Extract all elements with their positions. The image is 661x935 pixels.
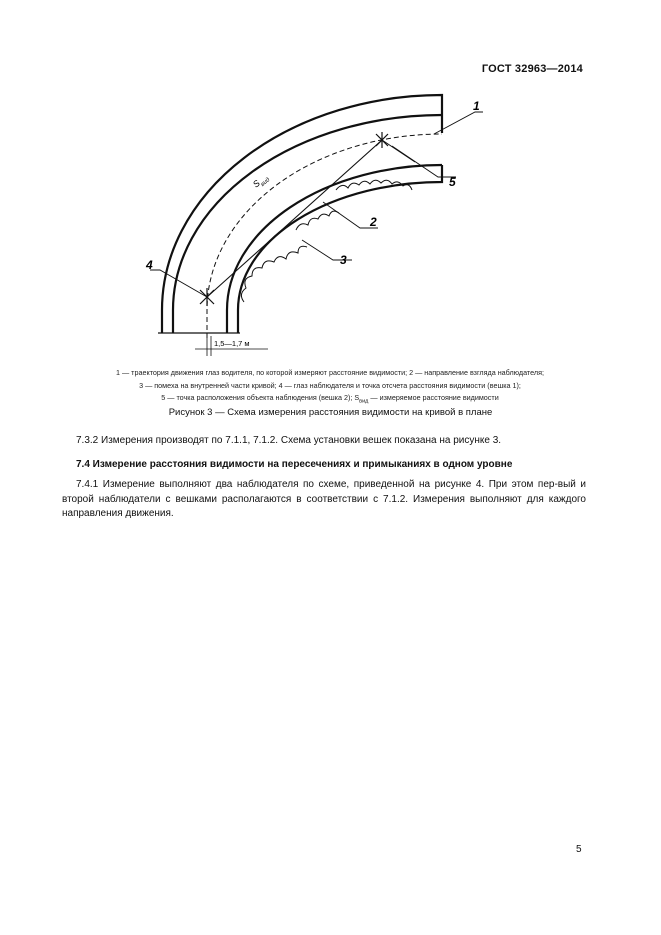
observed-object-marker	[376, 132, 388, 148]
callout-4: 4	[146, 258, 153, 272]
road-edge-inner	[238, 165, 442, 333]
section-heading-7-4: 7.4 Измерение расстояния видимости на пересечениях и примыканиях в одном уровне	[76, 459, 513, 470]
callout-2: 2	[370, 215, 377, 229]
distance-label	[251, 171, 272, 192]
inner-obstacle-scallops	[241, 180, 412, 302]
page-number: 5	[576, 844, 582, 855]
road-edge-outer	[162, 95, 442, 333]
lane-line-inner	[227, 165, 442, 333]
paragraph-7-3-2: 7.3.2 Измерения производят по 7.1.1, 7.1.2. Схема установки вешек показана на рисунке 3.	[76, 435, 502, 446]
eye-trajectory-line	[207, 134, 442, 338]
legend-line-3: 5 — точка расположения объекта наблюдения (вешка 2); $S_{вид}$ — измеряемое расстояние видимости	[161, 393, 499, 405]
paragraph-7-4-1: 7.4.1 Измерение выполняют два наблюдателя по схеме, приведенной на рисунке 4. При этом пер-вый и второй наблюдатели с вешками располагаются в соответствии с 7.1.2. Измерения выполняют для каждого направления движения.	[62, 479, 586, 519]
callout-5: 5	[449, 175, 456, 189]
figure-legend	[40, 367, 620, 408]
callout-leaders	[150, 112, 483, 297]
callout-1: 1	[473, 99, 480, 113]
line-of-sight	[207, 140, 382, 297]
callout-3: 3	[340, 253, 347, 267]
figure-title: Рисунок 3 — Схема измерения расстояния видимости на кривой в плане	[168, 407, 493, 418]
legend-line-1: 1 — траектория движения глаз водителя, по которой измеряют расстояние видимости; 2 — направление взгляда наблюдателя;	[116, 368, 544, 377]
curve-visibility-diagram	[0, 0, 661, 370]
svg-text:вид: вид	[259, 177, 272, 188]
lane-line-outer	[173, 115, 442, 333]
legend-line-2: 3 — помеха на внутренней части кривой; 4 — глаз наблюдателя и точка отсчета расстояния видимости (вешка 1);	[139, 380, 521, 390]
svg-text:S: S	[250, 178, 262, 190]
dimension-label: 1,5—1,7 м	[214, 339, 250, 348]
document-code-header: ГОСТ 32963—2014	[481, 63, 583, 75]
